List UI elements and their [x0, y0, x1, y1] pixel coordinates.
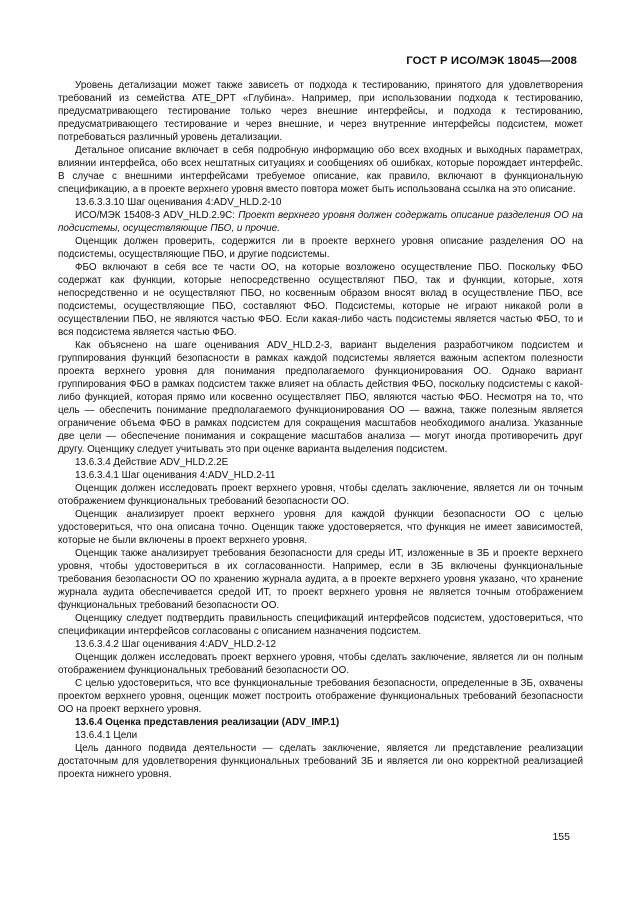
paragraph: Оценщик анализирует проект верхнего уровня для каждой функции безопасности ОО с целью удостовериться, что она описана точно. Оценщик также удостоверяется, что функция не имеет зависимостей, которые не были включены в проект верхнего уровня. [58, 509, 583, 546]
document-header: ГОСТ Р ИСО/МЭК 18045—2008 [406, 55, 577, 67]
step-heading: 13.6.3.3.10 Шаг оценивания 4:ADV_HLD.2-10 [75, 197, 282, 208]
step-heading: 13.6.3.4.2 Шаг оценивания 4:ADV_HLD.2-12 [75, 639, 277, 650]
step-heading: 13.6.3.4.1 Шаг оценивания 4:ADV_HLD.2-11 [75, 470, 276, 481]
reference-label: ИСО/МЭК 15408-3 ADV_HLD.2.9C: [75, 210, 239, 221]
paragraph: ФБО включают в себя все те части ОО, на которые возложено осуществление ПБО. Поскольку ФБО содержат как функции, которые непосредственно осуществляют ПБО, так и функции, которые, хотя непосредственно и не осуществляют ПБО, но косвенным образом вносят вклад в осуществление ПБО, все подсистемы, осуществляющие ПБО, составляют ФБО. Подсистемы, которые не играют никакой роли в осуществлении ПБО, не являются частью ФБО. Если какая-либо часть подсистемы является частью ФБО, то и вся подсистема является частью ФБО. [58, 262, 583, 338]
paragraph: Оценщику следует подтвердить правильность спецификаций интерфейсов подсистем, удостовериться, что спецификации интерфейсов согласованы с описанием назначения подсистем. [58, 613, 583, 637]
requirement-text: Проект верхнего уровня должен содержать описание разделения ОО на подсистемы, осуществляющие ПБО, и прочие. [58, 210, 583, 234]
requirement-reference [58, 209, 583, 235]
paragraph: Оценщик должен проверить, содержится ли в проекте верхнего уровня описание разделения ОО на подсистемы, осуществляющие ПБО, и другие подсистемы. [58, 236, 583, 260]
paragraph: Оценщик должен исследовать проект верхнего уровня, чтобы сделать заключение, является ли он полным отображением функциональных требований безопасности ОО. [58, 652, 583, 676]
section-heading: 13.6.4 Оценка представления реализации (ADV_IMP.1) [75, 717, 340, 728]
subsection-heading: 13.6.4.1 Цели [75, 730, 138, 741]
paragraph: Уровень детализации может также зависеть от подхода к тестированию, принятого для удовлетворения требований из семейства ATE_DPT «Глубина». Например, при использовании подхода к тестированию, предусматривающего тестирование только через внешние интерфейсы, и подхода к тестированию, предусматривающего тестирование и через внешние, и через внутренние интерфейсы подсистем, может потребоваться различный уровень детализации. [58, 80, 583, 143]
paragraph: Цель данного подвида деятельности — сделать заключение, является ли представление реализации достаточным для удовлетворения функциональных требований ЗБ и является ли оно корректной реализацией проекта нижнего уровня. [58, 743, 583, 780]
paragraph: Оценщик должен исследовать проект верхнего уровня, чтобы сделать заключение, является ли он точным отображением функциональных требований безопасности ОО. [58, 483, 583, 507]
paragraph: С целью удостовериться, что все функциональные требования безопасности, определенные в ЗБ, охвачены проектом верхнего уровня, оценщик может построить отображение функциональных требований безопасности ОО на проект верхнего уровня. [58, 678, 583, 715]
paragraph: Как объяснено на шаге оценивания ADV_HLD.2-3, вариант выделения разработчиком подсистем и группирования функций безопасности в рамках каждой подсистемы является важным аспектом полезности проекта верхнего уровня для понимания предполагаемого функционирования ОО. Однако вариант группирования ФБО в рамках подсистем также влияет на область действия ФБО, поскольку подсистемы с какой-либо функцией, которая прямо или косвенно осуществляет ПБО, являются частью ФБО. Несмотря на то, что цель — обеспечить понимание предполагаемого функционирования ОО — важна, также полезным является ограничение объема ФБО в рамках подсистем для сокращения масштабов необходимого анализа. Указанные две цели — обеспечение понимания и сокращение масштабов анализа — могут иногда противоречить друг другу. Оценщику следует учитывать это при оценке варианта выделения подсистем. [58, 340, 583, 455]
paragraph: Оценщик также анализирует требования безопасности для среды ИТ, изложенные в ЗБ и проекте верхнего уровня, чтобы удостовериться в их согласованности. Например, если в ЗБ включены функциональные требования безопасности ОО по хранению журнала аудита, а в проекте верхнего уровня указано, что хранение журнала аудита обеспечивается средой ИТ, то проект верхнего уровня не является точным отображением функциональных требований безопасности ОО. [58, 548, 583, 611]
document-body [58, 79, 583, 781]
page-number: 155 [552, 831, 570, 843]
action-heading: 13.6.3.4 Действие ADV_HLD.2.2E [75, 457, 229, 468]
paragraph: Детальное описание включает в себя подробную информацию обо всех входных и выходных параметрах, влиянии интерфейса, обо всех нештатных ситуациях и сообщениях об ошибках, которые порождает интерфейс. В случае с внешними интерфейсами требуемое описание, как правило, включают в функциональную спецификацию, а в проекте верхнего уровня вместо повтора может быть использована ссылка на это описание. [58, 145, 583, 195]
